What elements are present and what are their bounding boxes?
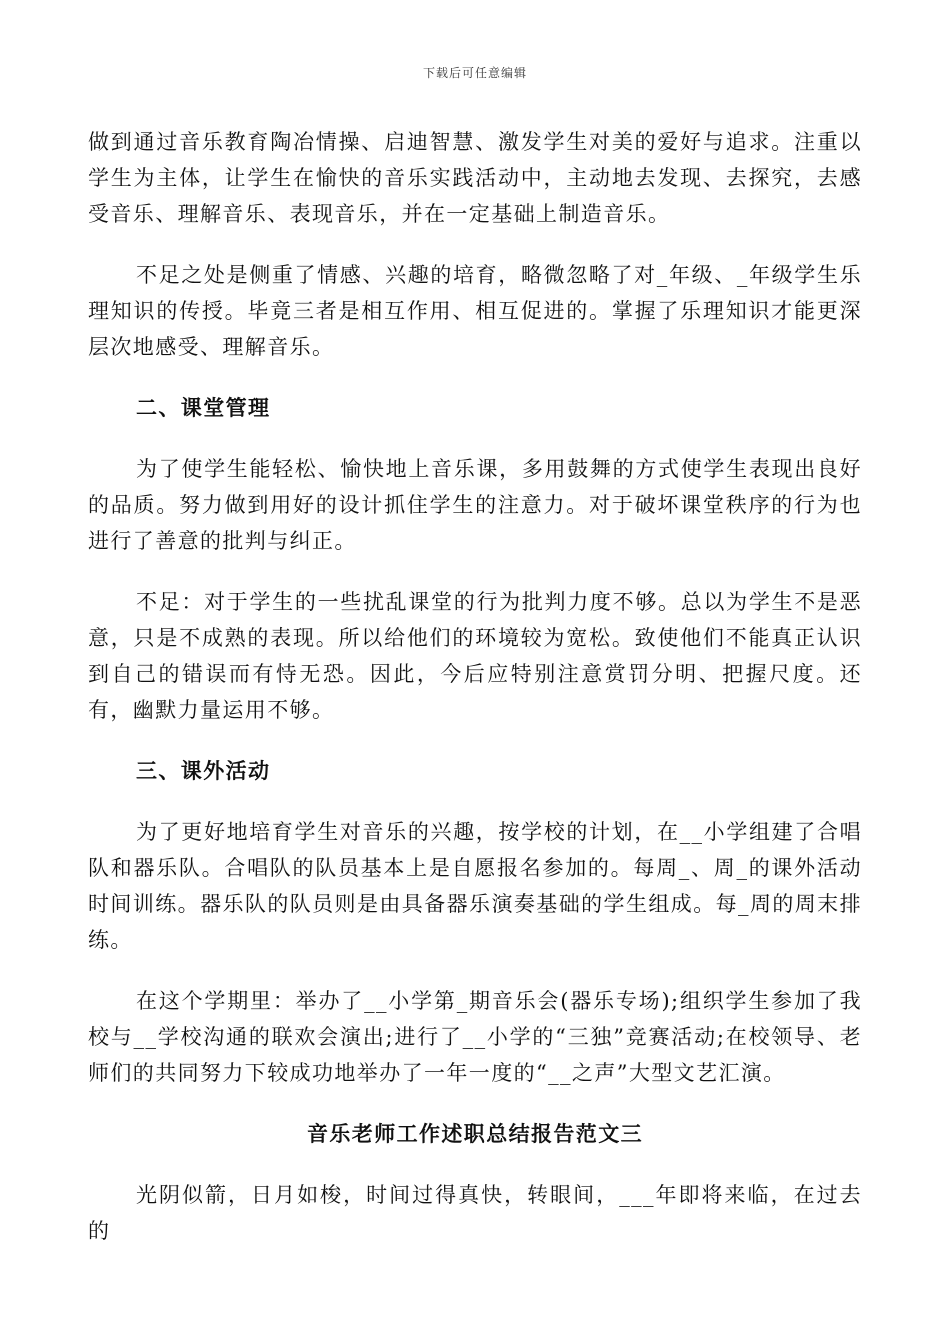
paragraph-6: 在这个学期里：举办了__小学第_期音乐会(器乐专场);组织学生参加了我校与__学校沟通的联欢会演出;进行了__小学的“三独”竞赛活动;在校领导、老师们的共同努力下较成功地举办了一年一度的“__之声”大型文艺汇演。 (88, 989, 862, 1085)
header-note: 下载后可任意编辑 (422, 66, 527, 80)
section-heading-extracurricular: 三、课外活动 (136, 758, 271, 783)
section-heading-classroom-management: 二、课堂管理 (136, 395, 271, 420)
paragraph-7: 光阴似箭，日月如梭，时间过得真快，转眼间，___年即将来临，在过去的 (88, 1183, 862, 1243)
document-body (88, 124, 862, 1274)
paragraph-4: 不足：对于学生的一些扰乱课堂的行为批判力度不够。总以为学生不是恶意，只是不成熟的表现。所以给他们的环境较为宽松。致使他们不能真正认识到自己的错误而有恃无恐。因此，今后应特别注意赏罚分明、把握尺度。还有，幽默力量运用不够。 (88, 590, 862, 722)
paragraph-1: 做到通过音乐教育陶冶情操、启迪智慧、激发学生对美的爱好与追求。注重以学生为主体，让学生在愉快的音乐实践活动中，主动地去发现、去探究，去感受音乐、理解音乐、表现音乐，并在一定基础上制造音乐。 (88, 130, 862, 226)
paragraph-5: 为了更好地培育学生对音乐的兴趣，按学校的计划，在__小学组建了合唱队和器乐队。合唱队的队员基本上是自愿报名参加的。每周_、周_的课外活动时间训练。器乐队的队员则是由具备器乐演奏基础的学生组成。每_周的周末排练。 (88, 820, 862, 952)
paragraph-2: 不足之处是侧重了情感、兴趣的培育，略微忽略了对_年级、_年级学生乐理知识的传授。毕竟三者是相互作用、相互促进的。掌握了乐理知识才能更深层次地感受、理解音乐。 (88, 263, 862, 359)
article-title-3: 音乐老师工作述职总结报告范文三 (307, 1121, 643, 1146)
paragraph-3: 为了使学生能轻松、愉快地上音乐课，多用鼓舞的方式使学生表现出良好的品质。努力做到用好的设计抓住学生的注意力。对于破坏课堂秩序的行为也进行了善意的批判与纠正。 (88, 457, 862, 553)
